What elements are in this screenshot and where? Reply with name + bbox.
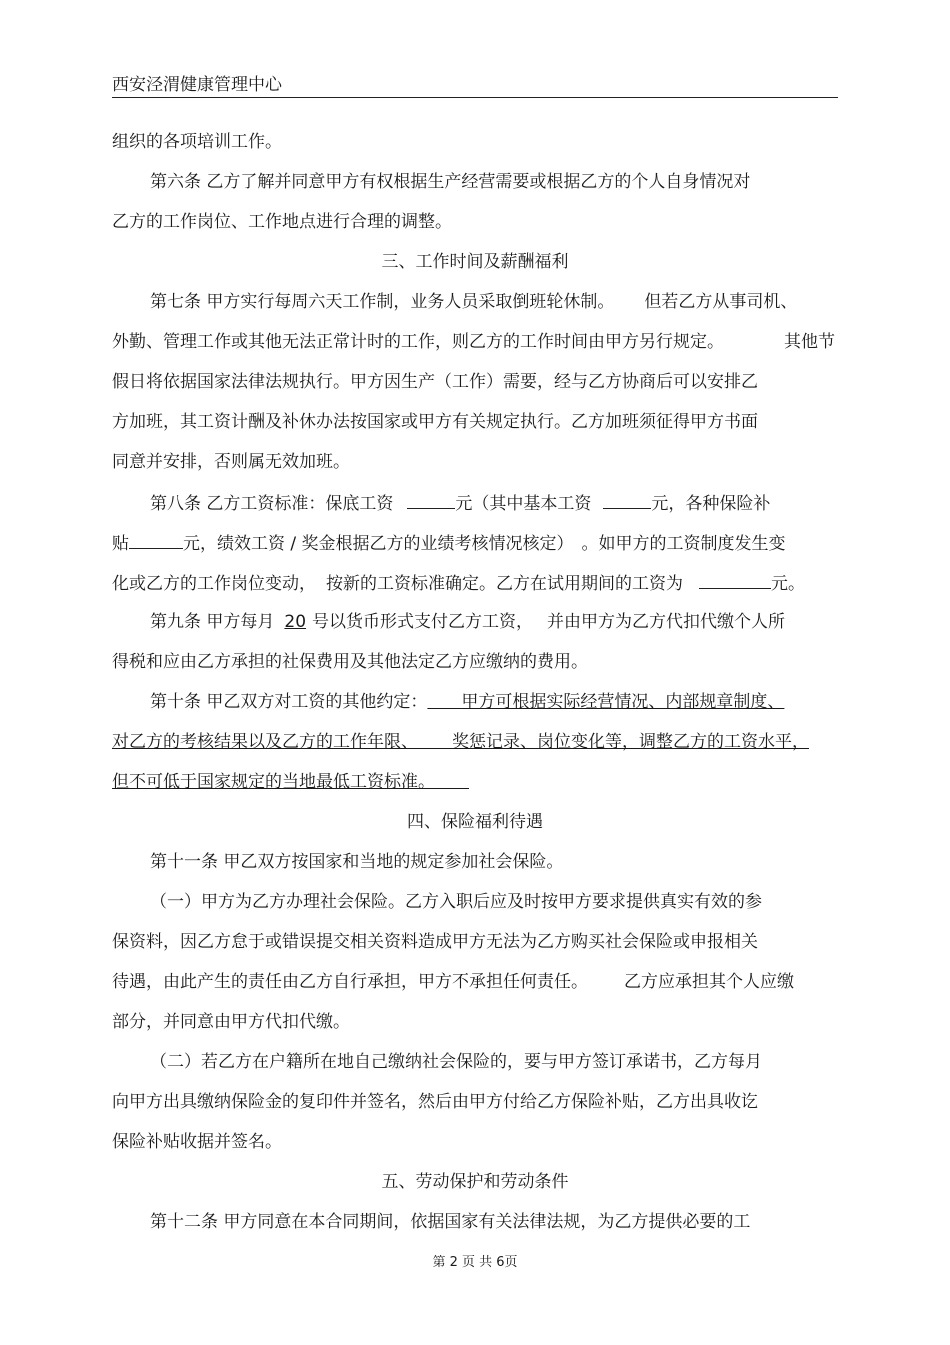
article-10-underlined [427,692,784,712]
section-heading-5: 五、劳动保护和劳动条件 [381,1172,569,1192]
article-8-text-a: 第八条 乙方工资标准：保底工资 [150,494,394,514]
paragraph-text-a: 外勤、管理工作或其他无法正常计时的工作，则乙方的工作时间由甲方另行规定。 [112,332,724,352]
paragraph-line: 保资料，因乙方怠于或错误提交相关资料造成甲方无法为乙方购买社会保险或申报相关 [112,932,758,952]
document-header: 西安泾渭健康管理中心 [112,75,282,95]
paragraph-text-b: 其他节 [784,332,835,352]
pay-day-value: 20 [284,612,307,632]
probation-salary-blank[interactable] [699,570,771,589]
article-10-line [150,690,784,714]
article-7-line [150,290,797,314]
article-9-text-b: 号以货币形式支付乙方工资， [312,612,534,632]
paragraph-line: 方加班，其工资计酬及补休办法按国家或甲方有关规定执行。乙方加班须征得甲方书面 [112,412,758,432]
clause-1-line: （一）甲方为乙方办理社会保险。乙方入职后应及时按甲方要求提供真实有效的参 [150,892,762,912]
basic-salary-blank[interactable] [603,490,651,509]
paragraph-text-a: 化或乙方的工作岗位变动， [112,574,316,594]
article-11-line: 第十一条 甲乙双方按国家和当地的规定参加社会保险。 [150,852,564,872]
section-heading-4: 四、保险福利待遇 [407,812,543,832]
paragraph-text-a: 对乙方的考核结果以及乙方的工作年限、 [112,732,418,752]
article-8-line [150,490,770,516]
article-8-text-c: 元，各种保险补 [651,494,771,514]
paragraph-text-a: 待遇，由此产生的责任由乙方自行承担，甲方不承担任何责任。 [112,972,588,992]
paragraph-text-c: 元。 [771,574,805,594]
base-salary-blank[interactable] [407,490,455,509]
paragraph-line: 乙方的工作岗位、工作地点进行合理的调整。 [112,212,452,232]
header-rule [112,97,838,98]
paragraph-text-b: 按新的工资标准确定。乙方在试用期间的工资为 [326,574,683,594]
paragraph-line-underlined [112,770,469,794]
paragraph-line [112,970,794,994]
paragraph-line-underlined [112,730,809,754]
page-footer: 第 2 页 共 6页 [432,1255,518,1270]
paragraph-line: 得税和应由乙方承担的社保费用及其他法定乙方应缴纳的费用。 [112,652,588,672]
paragraph-line [112,570,805,596]
paragraph-text: 但不可低于国家规定的当地最低工资标准。 [112,772,435,792]
paragraph-text-b: 奖惩记录、岗位变化等，调整乙方的工资水平， [452,732,809,752]
article-8-text-b: 元（其中基本工资 [455,494,592,514]
paragraph-line [112,330,835,354]
clause-2-line: （二）若乙方在户籍所在地自己缴纳社会保险的，要与甲方签订承诺书，乙方每月 [150,1052,762,1072]
paragraph-text-b: 元，绩效工资 / 奖金根据乙方的业绩考核情况核定） [183,534,574,554]
article-10-text-a: 第十条 甲乙双方对工资的其他约定： [150,692,428,712]
paragraph-line [112,530,786,556]
paragraph-text-b: 乙方应承担其个人应缴 [624,972,794,992]
article-7-text-a: 第七条 甲方实行每周六天工作制，业务人员采取倒班轮休制。 [150,292,615,312]
paragraph-line: 组织的各项培训工作。 [112,132,282,152]
paragraph-line: 向甲方出具缴纳保险金的复印件并签名，然后由甲方付给乙方保险补贴，乙方出具收讫 [112,1092,758,1112]
insurance-subsidy-blank[interactable] [129,530,183,549]
article-9-text-c: 并由甲方为乙方代扣代缴个人所 [547,612,786,632]
paragraph-line: 同意并安排，否则属无效加班。 [112,452,350,472]
paragraph-text-a: 贴 [112,534,129,554]
paragraph-line: 假日将依据国家法律法规执行。甲方因生产（工作）需要，经与乙方协商后可以安排乙 [112,372,758,392]
article-7-text-b: 但若乙方从事司机、 [644,292,798,312]
article-6-line: 第六条 乙方了解并同意甲方有权根据生产经营需要或根据乙方的个人自身情况对 [150,172,751,192]
paragraph-text-c: 。如甲方的工资制度发生变 [581,534,786,554]
article-9-line [150,610,785,634]
article-10-text-b: 甲方可根据实际经营情况、内部规章制度、 [461,692,785,712]
section-heading-3: 三、工作时间及薪酬福利 [381,252,569,272]
article-12-line: 第十二条 甲方同意在本合同期间，依据国家有关法律法规，为乙方提供必要的工 [150,1212,751,1232]
article-9-text-a: 第九条 甲方每月 [150,612,275,632]
paragraph-line: 保险补贴收据并签名。 [112,1132,282,1152]
paragraph-line: 部分，并同意由甲方代扣代缴。 [112,1012,350,1032]
